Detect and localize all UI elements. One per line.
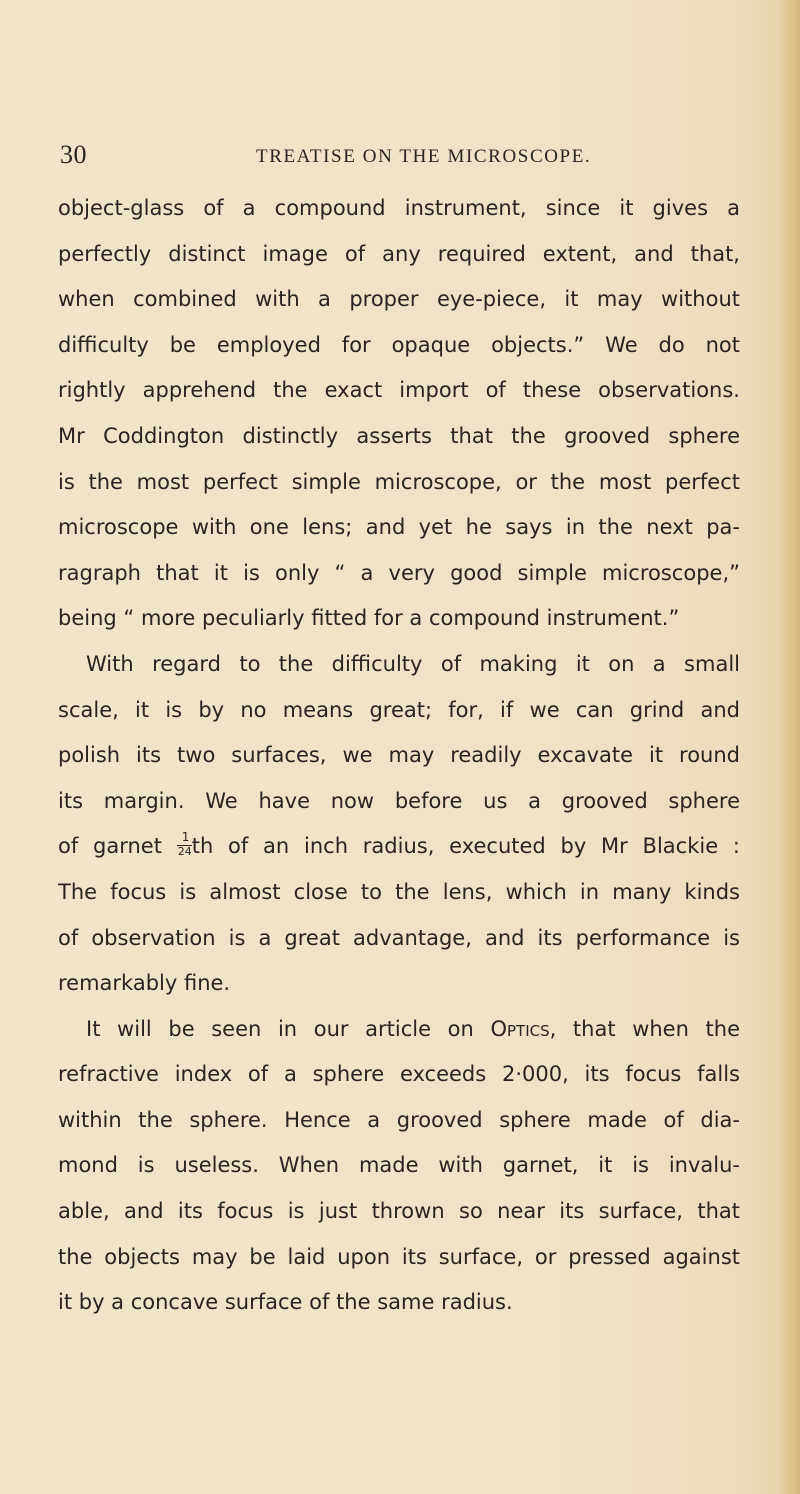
fraction-denominator: 24 [177, 845, 192, 859]
text-line: is the most perfect simple microscope, or the most perfect [58, 469, 740, 494]
line-text-after: , that when the [549, 1016, 740, 1041]
line-text-after: th of an inch radius, executed by Mr Blackie : [191, 834, 740, 859]
text-line: scale, it is by no means great; for, if we can grind and [58, 697, 740, 722]
text-line: refractive index of a sphere exceeds 2·000, its focus falls [58, 1062, 740, 1087]
text-line: object-glass of a compound instrument, since it gives a [58, 196, 740, 220]
line-text-before: of garnet [58, 834, 177, 859]
text-line: polish its two surfaces, we may readily excavate it round [58, 743, 740, 768]
page-number: 30 [60, 140, 87, 169]
smallcaps-term: Optics [490, 1016, 550, 1041]
text-line: The focus is almost close to the lens, which in many kinds [58, 879, 740, 904]
text-line: With regard to the difficulty of making it on a small [86, 651, 740, 676]
fraction-numerator: 1 [181, 830, 190, 845]
text-line: its margin. We have now before us a grooved sphere [58, 788, 740, 813]
text-line: perfectly distinct image of any required extent, and that, [58, 241, 740, 266]
page-header [60, 140, 760, 174]
text-line: within the sphere. Hence a grooved sphere made of dia- [58, 1107, 740, 1132]
text-line: rightly apprehend the exact import of these observations. [58, 378, 740, 403]
text-line: mond is useless. When made with garnet, it is invalu- [58, 1153, 740, 1178]
body-text [58, 186, 740, 1326]
text-line: able, and its focus is just thrown so near its surface, that [58, 1199, 740, 1224]
text-line: Mr Coddington distinctly asserts that the grooved sphere [58, 423, 740, 448]
text-line-with-fraction [58, 824, 740, 870]
text-line: the objects may be laid upon its surface, or pressed against [58, 1244, 740, 1269]
text-line-with-smallcaps [58, 1007, 740, 1053]
page-edge-shadow [778, 0, 800, 1494]
text-line: remarkably fine. [58, 971, 231, 996]
text-line: difficulty be employed for opaque objects.” We do not [58, 332, 740, 357]
text-line: of observation is a great advantage, and its performance is [58, 925, 740, 950]
text-line: it by a concave surface of the same radius. [58, 1290, 513, 1315]
text-line: ragraph that it is only “ a very good simple microscope,” [58, 560, 740, 585]
line-text-before: It will be seen in our article on [86, 1016, 491, 1041]
text-line: microscope with one lens; and yet he says in the next pa- [58, 515, 740, 540]
fraction [177, 830, 192, 859]
running-title: TREATISE ON THE MICROSCOPE. [256, 146, 592, 167]
text-line: when combined with a proper eye-piece, it may without [58, 287, 740, 312]
text-line: being “ more peculiarly fitted for a compound instrument.” [58, 606, 680, 631]
